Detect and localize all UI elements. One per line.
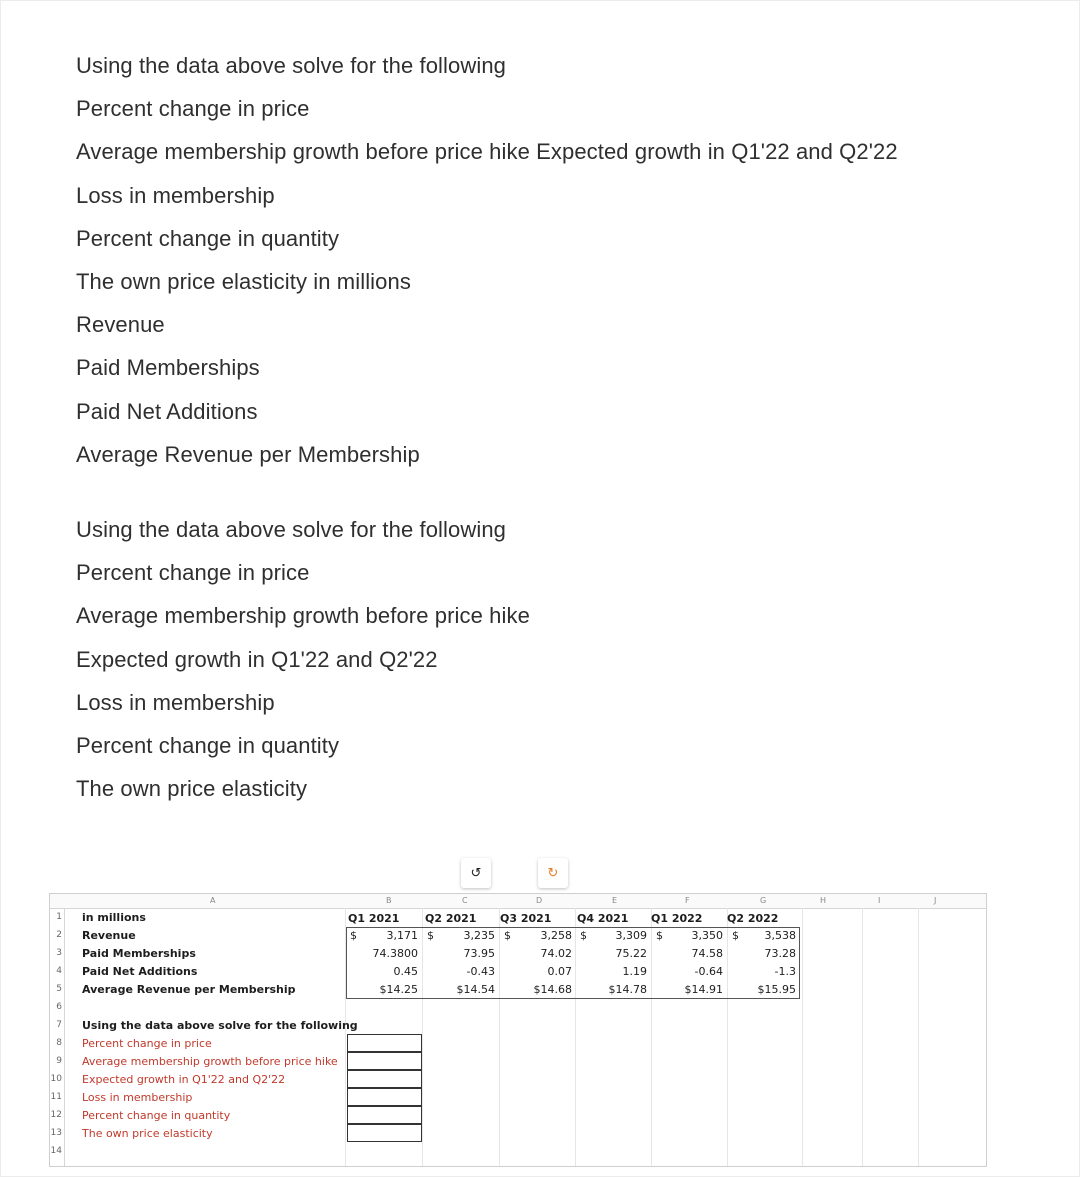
memberships-cell[interactable]: 74.02 bbox=[540, 947, 572, 960]
currency-symbol: $ bbox=[580, 929, 587, 942]
currency-symbol: $ bbox=[656, 929, 663, 942]
question-item: Using the data above solve for the following bbox=[76, 53, 506, 78]
column-header: Q2 2022 bbox=[727, 912, 779, 925]
grid-line bbox=[802, 908, 803, 1166]
row-label-paid-memberships: Paid Memberships bbox=[82, 947, 196, 960]
column-header: Q4 2021 bbox=[577, 912, 629, 925]
row-number: 12 bbox=[50, 1110, 62, 1120]
answer-cell[interactable] bbox=[347, 1070, 422, 1088]
arpm-cell[interactable]: $14.91 bbox=[684, 983, 723, 996]
row-number: 3 bbox=[56, 948, 62, 958]
undo-icon[interactable]: ↺ bbox=[461, 858, 491, 888]
row-number: 2 bbox=[56, 930, 62, 940]
answer-cell[interactable] bbox=[347, 1106, 422, 1124]
question-item: Average membership growth before price hike Expected growth in Q1'22 and Q2'22 bbox=[76, 139, 898, 165]
row-number: 5 bbox=[56, 984, 62, 994]
instruction-label: Using the data above solve for the following bbox=[82, 1019, 358, 1032]
row-number: 8 bbox=[56, 1038, 62, 1048]
net-additions-cell[interactable]: 1.19 bbox=[622, 965, 647, 978]
question-item: Loss in membership bbox=[76, 182, 275, 208]
row-number: 13 bbox=[50, 1128, 62, 1138]
spreadsheet bbox=[49, 893, 987, 1167]
revenue-cell[interactable]: 3,309 bbox=[615, 929, 647, 942]
task-label: Expected growth in Q1'22 and Q2'22 bbox=[82, 1073, 286, 1086]
question-item: Revenue bbox=[76, 312, 165, 338]
revenue-cell[interactable]: 3,538 bbox=[764, 929, 796, 942]
row-label-arpm: Average Revenue per Membership bbox=[82, 983, 296, 996]
revenue-cell[interactable]: 3,235 bbox=[463, 929, 495, 942]
question-item: Percent change in quantity bbox=[76, 225, 340, 251]
question-item: Percent change in quantity bbox=[76, 732, 340, 758]
column-header: Q1 2021 bbox=[348, 912, 400, 925]
currency-symbol: $ bbox=[732, 929, 739, 942]
question-list-2 bbox=[76, 508, 530, 810]
question-item: Paid Memberships bbox=[76, 355, 260, 381]
row-number: 14 bbox=[50, 1146, 62, 1156]
net-additions-cell[interactable]: -1.3 bbox=[774, 965, 796, 978]
redo-icon[interactable]: ↻ bbox=[538, 858, 568, 888]
row-label-paid-net-additions: Paid Net Additions bbox=[82, 965, 198, 978]
arpm-cell[interactable]: $15.95 bbox=[757, 983, 796, 996]
answer-cell[interactable] bbox=[347, 1088, 422, 1106]
column-header-bar: A B C D E F G H I J bbox=[50, 894, 986, 909]
question-list-1 bbox=[76, 44, 898, 476]
revenue-cell[interactable]: 3,350 bbox=[691, 929, 723, 942]
memberships-cell[interactable]: 73.28 bbox=[764, 947, 796, 960]
row-number: 7 bbox=[56, 1020, 62, 1030]
question-item: Paid Net Additions bbox=[76, 398, 258, 424]
memberships-cell[interactable]: 73.95 bbox=[463, 947, 495, 960]
memberships-cell[interactable]: 74.58 bbox=[691, 947, 723, 960]
arpm-cell[interactable]: $14.54 bbox=[456, 983, 495, 996]
question-item: Average Revenue per Membership bbox=[76, 441, 420, 467]
question-item: The own price elasticity bbox=[76, 776, 308, 802]
row-number: 1 bbox=[56, 912, 62, 922]
task-label: The own price elasticity bbox=[82, 1127, 213, 1140]
currency-symbol: $ bbox=[504, 929, 511, 942]
question-item: Using the data above solve for the following bbox=[76, 517, 506, 542]
grid-line bbox=[918, 908, 919, 1166]
question-item: Loss in membership bbox=[76, 689, 275, 715]
question-item: Expected growth in Q1'22 and Q2'22 bbox=[76, 646, 438, 672]
revenue-cell[interactable]: 3,258 bbox=[540, 929, 572, 942]
column-header: Q1 2022 bbox=[651, 912, 703, 925]
memberships-cell[interactable]: 74.3800 bbox=[372, 947, 418, 960]
row-label-units: in millions bbox=[82, 911, 146, 924]
revenue-cell[interactable]: 3,171 bbox=[386, 929, 418, 942]
task-label: Percent change in quantity bbox=[82, 1109, 231, 1122]
arpm-cell[interactable]: $14.25 bbox=[379, 983, 418, 996]
column-header: Q2 2021 bbox=[425, 912, 477, 925]
task-label: Average membership growth before price hike bbox=[82, 1055, 338, 1068]
row-number: 6 bbox=[56, 1002, 62, 1012]
row-label-revenue: Revenue bbox=[82, 929, 136, 942]
row-number: 4 bbox=[56, 966, 62, 976]
currency-symbol: $ bbox=[350, 929, 357, 942]
currency-symbol: $ bbox=[427, 929, 434, 942]
row-number: 10 bbox=[50, 1074, 62, 1084]
question-item: The own price elasticity in millions bbox=[76, 268, 411, 294]
question-item: Average membership growth before price hike bbox=[76, 603, 530, 629]
column-header: Q3 2021 bbox=[500, 912, 552, 925]
task-label: Loss in membership bbox=[82, 1091, 193, 1104]
question-item: Percent change in price bbox=[76, 560, 310, 586]
net-additions-cell[interactable]: -0.43 bbox=[466, 965, 495, 978]
arpm-cell[interactable]: $14.68 bbox=[533, 983, 572, 996]
row-number: 9 bbox=[56, 1056, 62, 1066]
memberships-cell[interactable]: 75.22 bbox=[615, 947, 647, 960]
net-additions-cell[interactable]: 0.45 bbox=[393, 965, 418, 978]
row-number: 11 bbox=[50, 1092, 62, 1102]
answer-cell[interactable] bbox=[347, 1034, 422, 1052]
row-gutter bbox=[64, 908, 65, 1166]
net-additions-cell[interactable]: -0.64 bbox=[694, 965, 723, 978]
grid-line bbox=[862, 908, 863, 1166]
answer-cell[interactable] bbox=[347, 1124, 422, 1142]
question-item: Percent change in price bbox=[76, 96, 310, 122]
net-additions-cell[interactable]: 0.07 bbox=[547, 965, 572, 978]
answer-cell[interactable] bbox=[347, 1052, 422, 1070]
task-label: Percent change in price bbox=[82, 1037, 212, 1050]
arpm-cell[interactable]: $14.78 bbox=[608, 983, 647, 996]
